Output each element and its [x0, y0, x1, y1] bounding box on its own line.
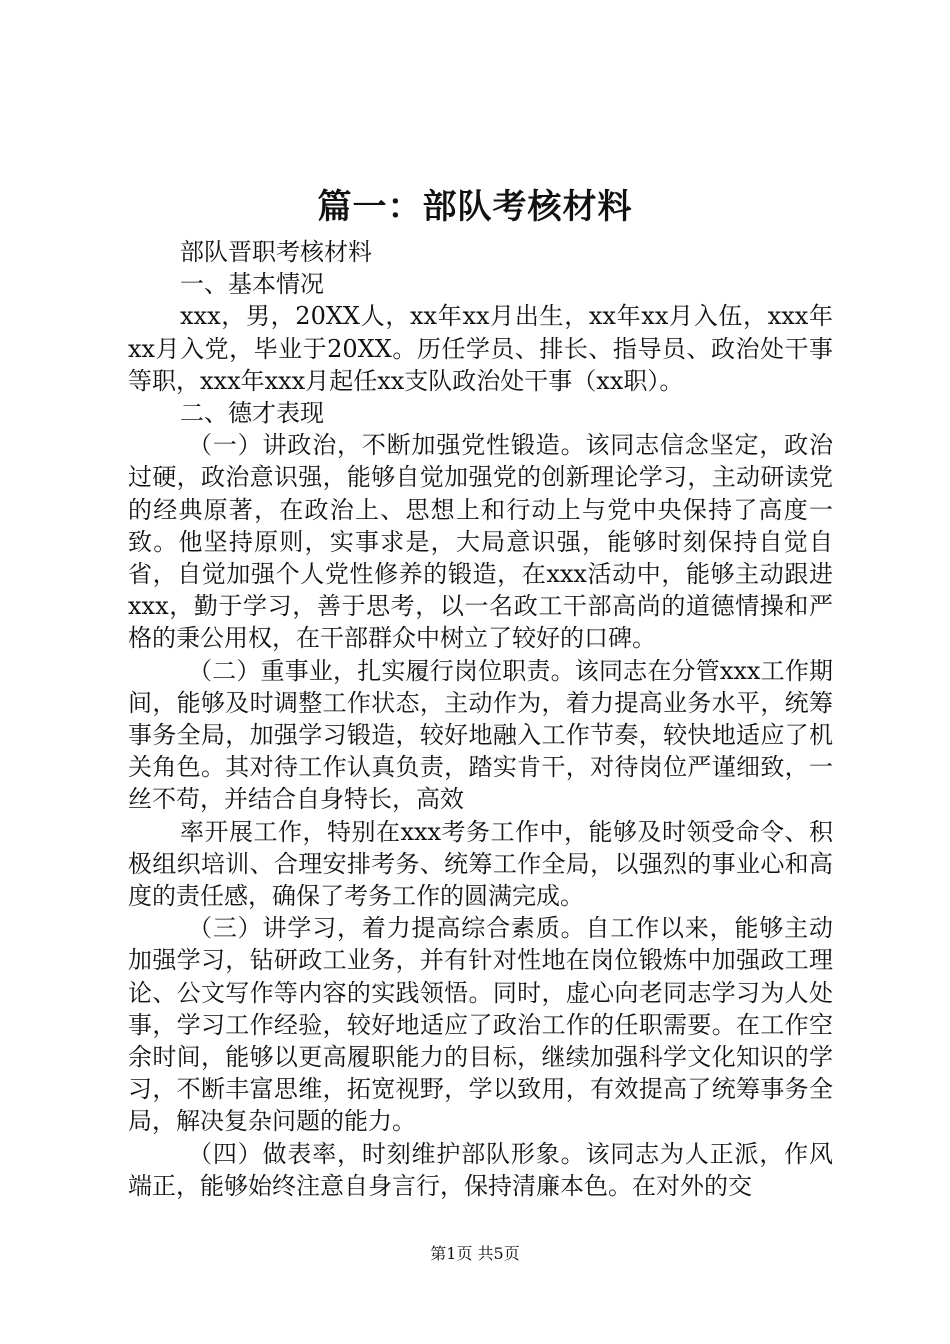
paragraph-study: （三）讲学习，着力提高综合素质。自工作以来，能够主动加强学习，钻研政工业务，并有针对性地在岗位锻炼中加强政工理论、公文写作等内容的实践领悟。同时，虚心向老同志学习为人处事，学习工作经验，较好地适应了政治工作的任职需要。在工作空余时间，能够以更高履职能力的目标，继续加强科学文化知识的学习，不断丰富思维，拓宽视野，学以致用，有效提高了统筹事务全局，解决复杂问题的能力。 [128, 914, 833, 1136]
paragraph-career: （二）重事业，扎实履行岗位职责。该同志在分管xxx工作期间，能够及时调整工作状态，主动作为，着力提高业务水平，统筹事务全局，加强学习锻造，较好地融入工作节奏，较快地适应了机关角色。其对待工作认真负责，踏实肯干，对待岗位严谨细致，一丝不苟，并结合自身特长，高效 [128, 656, 833, 814]
paragraph-politics: （一）讲政治，不断加强党性锻造。该同志信念坚定，政治过硬，政治意识强，能够自觉加强党的创新理论学习，主动研读党的经典原著，在政治上、思想上和行动上与党中央保持了高度一致。他坚持原则，实事求是，大局意识强，能够时刻保持自觉自省，自觉加强个人党性修养的锻造，在xxx活动中，能够主动跟进xxx，勤于学习，善于思考，以一名政工干部高尚的道德情操和严格的秉公用权，在干部群众中树立了较好的口碑。 [128, 431, 833, 653]
document-title: 篇一：部队考核材料 [317, 187, 633, 227]
page-indicator: 第1页 共5页 [430, 1244, 520, 1263]
document-subtitle: 部队晋职考核材料 [180, 238, 372, 266]
paragraph-career-continued: 率开展工作，特别在xxx考务工作中，能够及时领受命令、积极组织培训、合理安排考务、统筹工作全局，以强烈的事业心和高度的责任感，确保了考务工作的圆满完成。 [128, 817, 833, 911]
document-body [128, 236, 833, 1202]
paragraph-basic-info: xxx，男，20XX人，xx年xx月出生，xx年xx月入伍，xxx年xx月入党，毕业于20XX。历任学员、排长、指导员、政治处干事等职，xxx年xxx月起任xx支队政治处干事（xx职）。 [128, 302, 833, 395]
paragraph-example: （四）做表率，时刻维护部队形象。该同志为人正派，作风端正，能够始终注意自身言行，保持清廉本色。在对外的交 [128, 1139, 833, 1200]
section-heading-performance: 二、德才表现 [180, 399, 324, 428]
section-heading-basic-info: 一、基本情况 [180, 270, 324, 299]
